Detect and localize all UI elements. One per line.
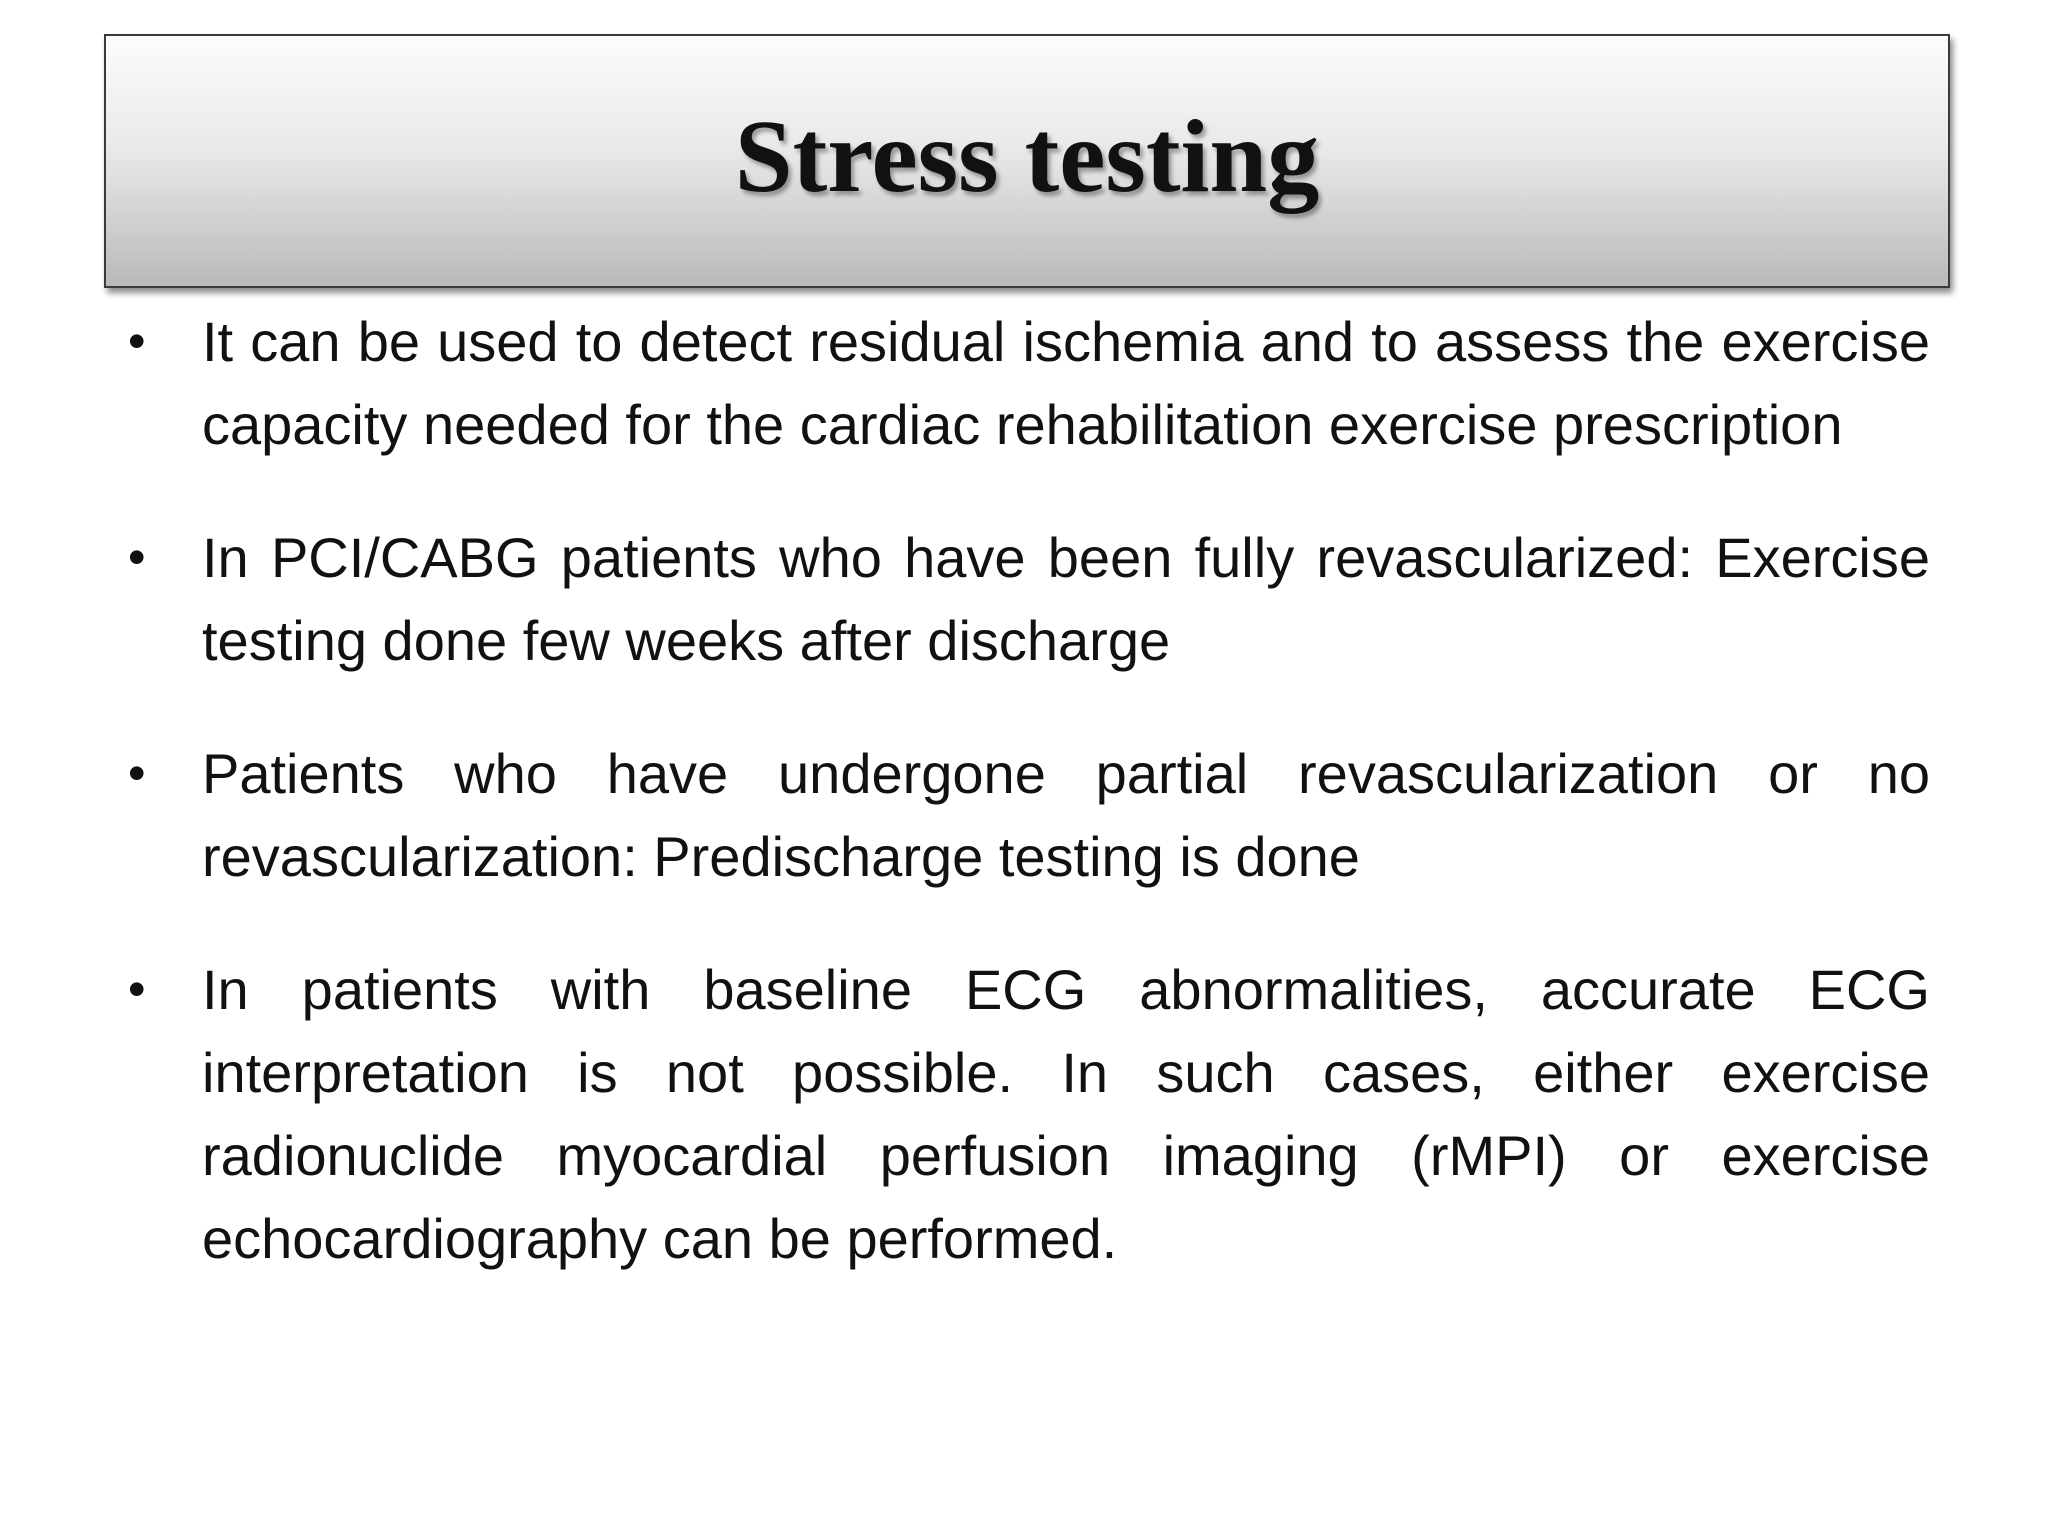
bullet-text: Patients who have undergone partial revascularization or no revascularization: Predischarge testing is done (202, 742, 1930, 888)
bullet-item (120, 516, 1930, 682)
bullet-list (120, 300, 1930, 1330)
bullet-text: It can be used to detect residual ischemia and to assess the exercise capacity needed for the cardiac rehabilitation exercise prescription (202, 310, 1930, 456)
bullet-item (120, 300, 1930, 466)
bullet-item (120, 948, 1930, 1280)
title-banner (104, 34, 1950, 288)
slide-title: Stress testing (734, 98, 1320, 214)
bullet-item (120, 732, 1930, 898)
bullet-icon: • (128, 529, 146, 585)
bullet-text: In PCI/CABG patients who have been fully revascularized: Exercise testing done few weeks after discharge (202, 526, 1930, 672)
bullet-icon: • (128, 745, 146, 801)
bullet-icon: • (128, 313, 146, 369)
bullet-icon: • (128, 961, 146, 1017)
bullet-text: In patients with baseline ECG abnormalities, accurate ECG interpretation is not possible. In such cases, either exercise radionuclide myocardial perfusion imaging (rMPI) or exercise echocardiography can be performed. (202, 958, 1930, 1270)
